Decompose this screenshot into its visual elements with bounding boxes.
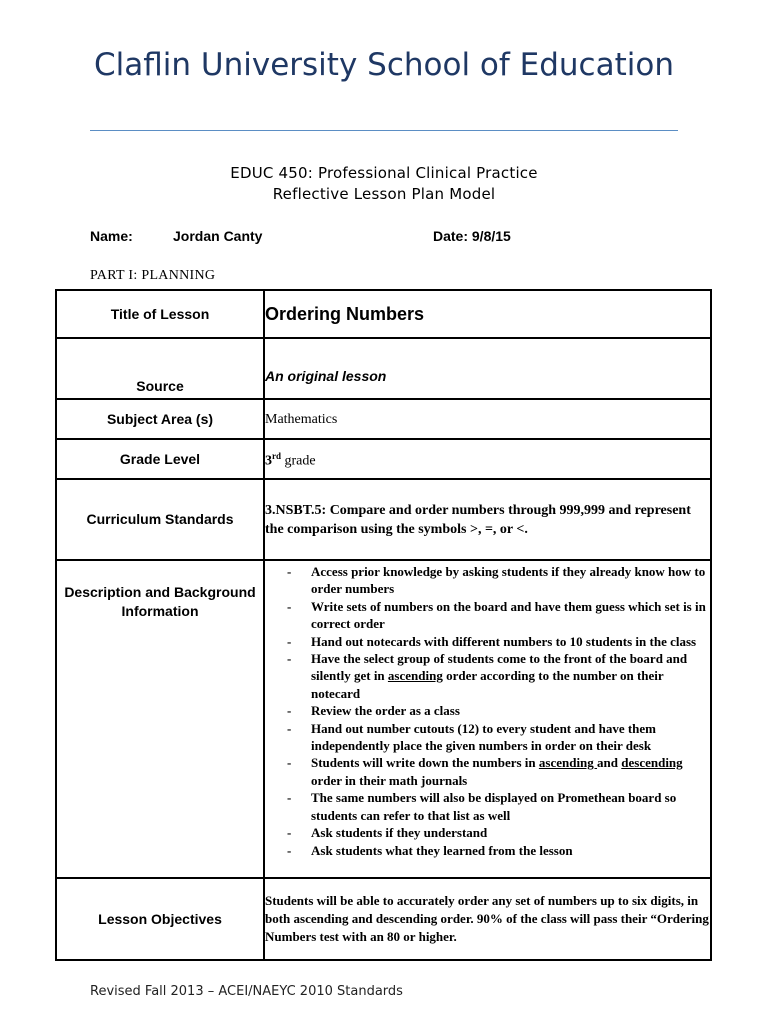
list-item: - Write sets of numbers on the board and have them guess which set is in correct order bbox=[265, 598, 710, 633]
value-grade-level bbox=[264, 439, 711, 479]
label-curriculum-standards: Curriculum Standards bbox=[56, 479, 264, 560]
list-item: - Hand out notecards with different numbers to 10 students in the class bbox=[265, 633, 710, 650]
list-item-text: Students will write down the numbers in bbox=[311, 755, 539, 771]
value-lesson-objectives: Students will be able to accurately order any set of numbers up to six digits, in both ascending and descending order. 90% of the class will pass their “Ordering Numbers test with an 80 or higher. bbox=[264, 878, 711, 960]
list-item-text: Have the select group of students come to the front of the board and silently get in bbox=[311, 651, 688, 684]
value-curriculum-standards: 3.NSBT.5: Compare and order numbers through 999,999 and represent the comparison using the symbols >, =, or <. bbox=[264, 479, 711, 560]
course-subtitle: Reflective Lesson Plan Model bbox=[272, 185, 496, 203]
list-item-text: order in their math journals bbox=[311, 772, 468, 788]
list-item bbox=[265, 650, 710, 702]
list-item: - The same numbers will also be displayed on Promethean board so students can refer to that list as well bbox=[265, 789, 710, 824]
table-row-grade-level bbox=[56, 439, 711, 479]
underlined-word: ascending bbox=[387, 668, 443, 684]
title-divider bbox=[90, 130, 678, 131]
lesson-title: Ordering Numbers bbox=[265, 303, 425, 324]
lesson-plan-table bbox=[55, 289, 712, 961]
table-row-lesson-objectives bbox=[56, 878, 711, 960]
course-heading bbox=[0, 163, 768, 205]
name-value: Jordan Canty bbox=[173, 228, 263, 244]
part-heading: PART I: PLANNING bbox=[90, 268, 216, 283]
table-row-description bbox=[56, 560, 711, 878]
table-row-subject-area bbox=[56, 399, 711, 439]
table-row-source bbox=[56, 338, 711, 399]
underlined-word: ascending bbox=[538, 755, 598, 771]
list-item bbox=[265, 754, 710, 789]
table-row-curriculum-standards bbox=[56, 479, 711, 560]
course-title: EDUC 450: Professional Clinical Practice bbox=[230, 164, 538, 182]
value-title-of-lesson bbox=[264, 290, 711, 338]
name-label: Name: bbox=[90, 228, 133, 244]
label-grade-level: Grade Level bbox=[56, 439, 264, 479]
page-footer: Revised Fall 2013 – ACEI/NAEYC 2010 Standards bbox=[90, 984, 403, 999]
list-item: - Ask students what they learned from the lesson bbox=[265, 842, 710, 859]
list-item: - Access prior knowledge by asking students if they already know how to order numbers bbox=[265, 563, 710, 598]
label-title-of-lesson: Title of Lesson bbox=[56, 290, 264, 338]
grade-suffix: rd bbox=[272, 451, 281, 462]
grade-number: 3 bbox=[265, 453, 272, 469]
description-list bbox=[265, 563, 710, 859]
value-subject-area: Mathematics bbox=[264, 399, 711, 439]
list-item-text: and bbox=[597, 755, 622, 771]
label-source: Source bbox=[56, 338, 264, 399]
label-subject-area: Subject Area (s) bbox=[56, 399, 264, 439]
underlined-word: descending bbox=[621, 755, 683, 771]
label-lesson-objectives: Lesson Objectives bbox=[56, 878, 264, 960]
source-text: An original lesson bbox=[265, 368, 387, 384]
grade-word: grade bbox=[281, 453, 316, 469]
value-source bbox=[264, 338, 711, 399]
list-item: - Ask students if they understand bbox=[265, 824, 710, 841]
label-description: Description and Background Information bbox=[56, 560, 264, 878]
date-value: Date: 9/8/15 bbox=[433, 228, 511, 244]
value-description bbox=[264, 560, 711, 878]
page-title: Claflin University School of Education bbox=[94, 47, 674, 83]
list-item: - Review the order as a class bbox=[265, 702, 710, 719]
table-row-title-of-lesson bbox=[56, 290, 711, 338]
list-item-text: order according to the number on their notecard bbox=[311, 668, 664, 701]
list-item: - Hand out number cutouts (12) to every student and have them independently place the given numbers in order on their desk bbox=[265, 720, 710, 755]
